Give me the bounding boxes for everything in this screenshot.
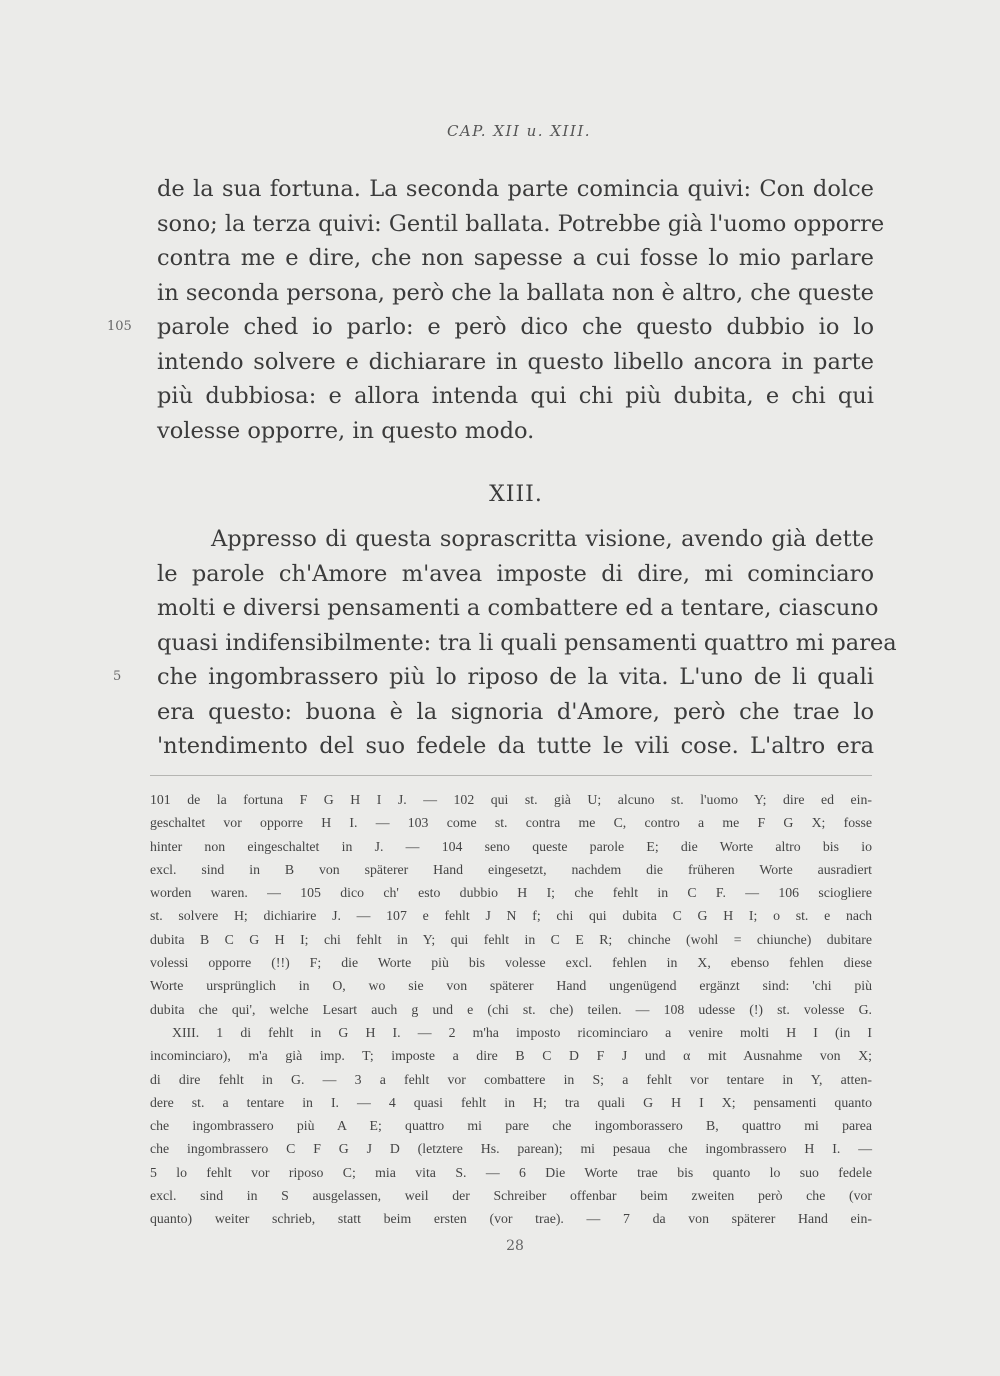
text-line: intendo solvere e dichiarare in questo libello ancora in parte	[157, 348, 874, 375]
apparatus-line: che ingombrassero più A E; quattro mi pare che ingomborassero B, quattro mi parea	[150, 1118, 872, 1134]
apparatus-line: dubita che qui', welche Lesart auch g und e (chi st. che) teilen. — 108 udesse (!) st. volesse G.	[150, 1001, 872, 1017]
apparatus-line: geschaltet vor opporre H I. — 103 come st. contra me C, contro a me F G X; fosse	[150, 815, 872, 831]
text-line: 'ntendimento del suo fedele da tutte le vili cose. L'altro era	[157, 733, 874, 759]
line-number: 105	[107, 319, 132, 334]
text-line: 105 parole ched io parlo: e però dico che questo dubbio io lo	[157, 310, 874, 345]
text-line: de la sua fortuna. La seconda parte comincia quivi: Con dolce	[157, 176, 874, 202]
apparatus-line: excl. sind in B von späterer Hand eingesetzt, nachdem die früheren Worte ausradiert	[150, 861, 872, 877]
apparatus-line: quanto) weiter schrieb, statt beim ersten (vor trae). — 7 da von späterer Hand ein-	[150, 1211, 872, 1227]
text-line: contra me e dire, che non sapesse a cui fosse lo mio parlare	[157, 245, 874, 271]
apparatus-line: che ingombrassero C F G J D (letztere Hs. parean); mi pesaua che ingombrassero H I. —	[150, 1141, 872, 1157]
apparatus-line: 5 lo fehlt vor riposo C; mia vita S. — 6 Die Worte trae bis quanto lo suo fedele	[150, 1164, 872, 1180]
apparatus-line: 101 de la fortuna F G H I J. — 102 qui st. già U; alcuno st. l'uomo Y; dire ed ein-	[150, 792, 872, 807]
text-line: le parole ch'Amore m'avea imposte di dire, mi cominciaro	[157, 560, 874, 587]
text-line: 5 che ingombrassero più lo riposo de la vita. L'uno de li quali	[157, 660, 874, 695]
text-line: era questo: buona è la signoria d'Amore, però che trae lo	[157, 698, 874, 725]
apparatus-line: volessi opporre (!!) F; die Worte più bis volesse excl. fehlen in X, ebenso fehlen diese	[150, 955, 872, 971]
apparatus-line: Worte ursprünglich in O, wo sie von späterer Hand ungenügend ergänzt sind: 'chi più	[150, 978, 872, 994]
apparatus-line: XIII. 1 di fehlt in G H I. — 2 m'ha imposto ricominciaro a venire molti H I (in I	[172, 1024, 872, 1040]
apparatus-line: incominciaro), m'a già imp. T; imposte a dire B C D F J und α mit Ausnahme von X;	[150, 1048, 872, 1064]
apparatus-line: hinter non eingeschaltet in J. — 104 seno queste parole E; die Worte altro bis io	[150, 838, 872, 854]
apparatus-line: excl. sind in S ausgelassen, weil der Schreiber offenbar beim zweiten però che (vor	[150, 1188, 872, 1204]
page-number: 28	[506, 1238, 524, 1254]
critical-apparatus	[150, 788, 872, 1231]
text-line: più dubbiosa: e allora intenda qui chi più dubita, e chi qui	[157, 383, 874, 409]
text-line: Appresso di questa soprascritta visione, avendo già dette	[211, 526, 874, 552]
apparatus-line: di dire fehlt in G. — 3 a fehlt vor combattere in S; a fehlt vor tentare in Y, atten-	[150, 1071, 872, 1087]
apparatus-line: dere st. a tentare in I. — 4 quasi fehlt in H; tra quali G H I X; pensamenti quanto	[150, 1094, 872, 1110]
chapter-heading: XIII.	[489, 482, 543, 507]
text-line: in seconda persona, però che la ballata non è altro, che queste	[157, 279, 874, 306]
text-line: sono; la terza quivi: Gentil ballata. Potrebbe già l'uomo opporre	[157, 210, 885, 237]
footnote-rule	[150, 775, 872, 776]
apparatus-line: worden waren. — 105 dico ch' esto dubbio H I; che fehlt in C F. — 106 sciogliere	[150, 885, 872, 901]
upper-text-block	[107, 172, 885, 448]
text-line: molti e diversi pensamenti a combattere ed a tentare, ciascuno	[157, 595, 879, 621]
text-line: volesse opporre, in questo modo.	[157, 417, 535, 444]
lower-text-block	[113, 522, 897, 764]
line-number: 5	[113, 669, 122, 684]
apparatus-line: dubita B C G H I; chi fehlt in Y; qui fehlt in C E R; chinche (wohl = chiunche) dubitare	[150, 931, 872, 947]
apparatus-line: st. solvere H; dichiarire J. — 107 e fehlt J N f; chi qui dubita C G H I; o st. e nach	[150, 908, 872, 924]
running-head: CAP. XII u. XIII.	[446, 122, 592, 140]
text-line: quasi indifensibilmente: tra li quali pensamenti quattro mi parea	[157, 629, 897, 656]
